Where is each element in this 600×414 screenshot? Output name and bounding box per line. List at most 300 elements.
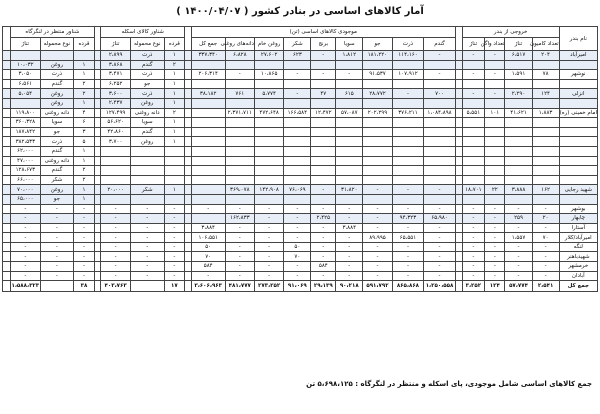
stock-cell: -	[363, 252, 392, 262]
spacer-cell	[184, 51, 191, 61]
exit-cell	[462, 175, 485, 185]
anchor-cell: -	[74, 252, 94, 262]
stock-cell: -	[336, 233, 363, 243]
unload-cell: -	[130, 242, 164, 252]
spacer-cell	[184, 185, 191, 195]
unload-cell: ذرت	[130, 89, 164, 99]
total-label-cell: جمع کل	[559, 281, 597, 292]
exit-cell: -	[532, 242, 559, 252]
port-name-cell	[559, 146, 597, 156]
unload-cell	[101, 146, 130, 156]
exit-cell	[532, 118, 559, 128]
unload-cell: روغن	[130, 98, 164, 108]
exit-cell	[505, 137, 532, 147]
exit-cell: ۱۶۲	[532, 185, 559, 195]
table-row	[3, 98, 598, 108]
exit-cell: -	[532, 271, 559, 281]
exit-cell: -	[532, 204, 559, 214]
anchor-cell: ۵	[74, 137, 94, 147]
stock-cell: -	[363, 185, 392, 195]
spacer-cell	[455, 166, 462, 176]
anchor-cell: ۶	[74, 118, 94, 128]
stock-cell	[191, 166, 225, 176]
exit-cell	[462, 146, 485, 156]
port-name-cell: چابهار	[559, 214, 597, 224]
unload-cell: ذرت	[130, 51, 164, 61]
stock-cell: -	[424, 185, 456, 195]
total-exit-cell: ۲،۵۴۱	[532, 281, 559, 292]
table-row	[3, 204, 598, 214]
anchor-cell: -	[74, 204, 94, 214]
stock-cell: ۷۰۰	[424, 89, 456, 99]
anchor-cell: ۱	[74, 60, 94, 70]
stock-cell	[191, 98, 225, 108]
anchor-cell: -	[40, 252, 74, 262]
stock-cell: ۳۳۷،۳۴۰	[191, 51, 225, 61]
anchor-cell: -	[40, 262, 74, 272]
spacer-cell	[94, 70, 101, 80]
spacer-cell	[455, 70, 462, 80]
unload-cell: -	[130, 262, 164, 272]
stock-cell: -	[363, 271, 392, 281]
stock-cell: -	[424, 223, 456, 233]
unload-cell: ۳،۶۰۰	[101, 89, 130, 99]
spacer-cell	[94, 156, 101, 166]
table-row	[3, 262, 598, 272]
unload-cell: روغن	[130, 137, 164, 147]
unload-cell: ۱	[164, 89, 184, 99]
total-unload-cell: ۱۷	[164, 281, 184, 292]
stock-cell: -	[254, 214, 283, 224]
exit-cell: -	[462, 223, 485, 233]
stock-cell: -	[424, 51, 456, 61]
stock-cell: -	[284, 214, 311, 224]
spacer-cell	[184, 233, 191, 243]
exit-cell	[532, 79, 559, 89]
stock-cell: ۲۰۲،۲۹۹	[363, 108, 392, 118]
exit-cell	[505, 79, 532, 89]
total-row	[3, 281, 598, 292]
stock-cell: -	[311, 271, 336, 281]
stock-cell	[254, 166, 283, 176]
stock-cell: ۳۱،۸۲۰	[336, 185, 363, 195]
anchor-cell: ۱	[74, 146, 94, 156]
stock-cell	[191, 185, 225, 195]
spacer-cell	[3, 156, 11, 166]
stock-cell	[363, 146, 392, 156]
spacer-cell	[94, 60, 101, 70]
stock-cell: ۱۰،۸۶۵	[254, 70, 283, 80]
anchor-cell: روغن	[40, 89, 74, 99]
stock-cell: ۶۱۵	[336, 89, 363, 99]
exit-cell: -	[505, 262, 532, 272]
stock-cell	[363, 166, 392, 176]
spacer-cell	[455, 27, 462, 51]
stock-cell	[392, 194, 424, 204]
spacer-cell	[455, 204, 462, 214]
spacer-cell	[455, 271, 462, 281]
stock-cell: ۲۷،۶۰۲	[254, 51, 283, 61]
exit-cell: -	[462, 242, 485, 252]
spacer-cell	[3, 204, 11, 214]
anchor-cell: -	[11, 242, 40, 252]
unload-cell: ۱	[164, 79, 184, 89]
exit-cell	[485, 166, 505, 176]
stock-cell: -	[392, 185, 424, 195]
stock-cell	[254, 137, 283, 147]
stock-cell: -	[311, 70, 336, 80]
exit-cell: -	[485, 214, 505, 224]
spacer-cell	[455, 242, 462, 252]
table-row	[3, 166, 598, 176]
stock-cell: ۱۸۱،۲۲۰	[363, 51, 392, 61]
exit-col-header: تعداد واگن	[485, 38, 505, 51]
exit-cell: -	[462, 252, 485, 262]
spacer-cell	[455, 108, 462, 118]
stock-cell	[424, 98, 456, 108]
stock-cell	[424, 79, 456, 89]
stock-cell	[363, 127, 392, 137]
stock-cell: -	[225, 252, 254, 262]
unload-cell	[164, 146, 184, 156]
stock-cell	[284, 60, 311, 70]
spacer-cell	[184, 204, 191, 214]
table-body	[3, 51, 598, 281]
exit-cell: ۳،۸۸۸	[505, 185, 532, 195]
table-row	[3, 79, 598, 89]
exit-group-header: خروجی از بندر	[462, 27, 559, 38]
stock-cell: -	[336, 252, 363, 262]
anchor-col-header: قرده	[74, 38, 94, 51]
anchor-cell: ۱	[74, 70, 94, 80]
exit-cell: -	[532, 252, 559, 262]
unload-cell: -	[101, 271, 130, 281]
stock-col-header: گندم	[424, 38, 456, 51]
exit-cell	[505, 127, 532, 137]
anchor-cell: -	[11, 223, 40, 233]
stock-cell	[284, 166, 311, 176]
anchor-cell: -	[11, 214, 40, 224]
total-anchor-cell: ۱،۵۸۸،۳۲۳	[11, 281, 40, 292]
unload-cell: جو	[130, 79, 164, 89]
port-name-cell: خرمشهر	[559, 262, 597, 272]
port-name-cell	[559, 137, 597, 147]
anchor-cell: -	[74, 223, 94, 233]
total-stock-cell: ۱،۲۵۰،۵۵۸	[424, 281, 456, 292]
stock-cell: -	[191, 204, 225, 214]
exit-cell: -	[462, 204, 485, 214]
exit-cell: ۱۲۴	[532, 89, 559, 99]
stock-cell: -	[424, 70, 456, 80]
spacer-cell	[94, 146, 101, 156]
anchor-cell: ذرت	[40, 137, 74, 147]
unload-cell: ۲	[164, 60, 184, 70]
stock-cell	[254, 194, 283, 204]
total-stock-cell: ۳،۶۰۶،۹۶۳	[191, 281, 225, 292]
stock-cell	[225, 137, 254, 147]
anchor-cell: -	[74, 214, 94, 224]
spacer-cell	[3, 194, 11, 204]
exit-cell	[505, 194, 532, 204]
spacer-cell	[184, 127, 191, 137]
spacer-cell	[3, 70, 11, 80]
table-row	[3, 51, 598, 61]
unload-cell: -	[101, 214, 130, 224]
exit-cell: ۱،۵۹۱	[505, 70, 532, 80]
stock-cell: -	[225, 233, 254, 243]
spacer-cell	[184, 262, 191, 272]
spacer-cell	[455, 156, 462, 166]
unload-cell: سویا	[130, 118, 164, 128]
stock-cell	[225, 156, 254, 166]
exit-cell	[485, 60, 505, 70]
stock-cell	[392, 79, 424, 89]
unload-cell: -	[130, 252, 164, 262]
spacer-cell	[94, 79, 101, 89]
port-name-cell: آبادان	[559, 271, 597, 281]
unload-cell	[164, 175, 184, 185]
port-name-cell	[559, 118, 597, 128]
anchor-cell: -	[74, 262, 94, 272]
unload-cell: -	[101, 262, 130, 272]
unload-cell: ۴۲،۸۶۰	[101, 127, 130, 137]
stock-cell	[191, 137, 225, 147]
anchor-cell: ذرت	[40, 70, 74, 80]
stock-cell	[363, 118, 392, 128]
exit-cell	[505, 175, 532, 185]
unload-cell	[101, 175, 130, 185]
anchor-cell: -	[40, 223, 74, 233]
unload-cell: -	[101, 204, 130, 214]
exit-cell: ۵،۵۵۱	[462, 108, 485, 118]
stock-cell: -	[311, 252, 336, 262]
stock-cell: -	[363, 214, 392, 224]
stock-col-header: ذرت	[392, 38, 424, 51]
spacer-cell	[94, 89, 101, 99]
exit-cell	[462, 137, 485, 147]
exit-cell	[462, 98, 485, 108]
unload-group-header: شناور کالای اسکله	[101, 27, 185, 38]
anchor-cell: ۱۸۷،۸۴۲	[11, 127, 40, 137]
unload-cell: -	[164, 204, 184, 214]
exit-cell	[532, 137, 559, 147]
spacer-cell	[94, 108, 101, 118]
stock-cell	[225, 127, 254, 137]
port-name-cell	[559, 98, 597, 108]
stock-cell: -	[363, 204, 392, 214]
unload-col-header: نوع محموله	[130, 38, 164, 51]
spacer-cell	[3, 223, 11, 233]
spacer-cell	[184, 118, 191, 128]
stock-cell	[225, 79, 254, 89]
unload-cell	[101, 156, 130, 166]
stock-cell: ۸۹،۹۹۵	[363, 233, 392, 243]
spacer-cell	[455, 194, 462, 204]
stock-cell: ۵،۷۷۴	[254, 89, 283, 99]
stock-cell	[284, 137, 311, 147]
unload-cell: -	[101, 233, 130, 243]
port-name-cell	[559, 127, 597, 137]
stock-cell	[284, 79, 311, 89]
exit-cell	[532, 146, 559, 156]
stock-cell: -	[284, 271, 311, 281]
total-exit-cell: ۱۲۴	[485, 281, 505, 292]
spacer-cell	[94, 175, 101, 185]
sub-header-row	[3, 38, 598, 51]
anchor-cell: روغن	[40, 98, 74, 108]
exit-cell: ۴۱،۶۲۱	[505, 108, 532, 118]
exit-cell: -	[485, 233, 505, 243]
exit-cell: -	[532, 262, 559, 272]
exit-cell: -	[485, 223, 505, 233]
unload-cell: -	[101, 223, 130, 233]
stock-cell	[191, 146, 225, 156]
exit-cell	[485, 137, 505, 147]
port-name-cell	[559, 79, 597, 89]
table-row	[3, 214, 598, 224]
stock-cell: ۶۲۳	[284, 51, 311, 61]
unload-cell: ۱	[164, 98, 184, 108]
exit-cell	[505, 146, 532, 156]
anchor-cell: دانه روغنی	[40, 108, 74, 118]
exit-cell: ۷۰	[532, 233, 559, 243]
spacer-cell	[3, 118, 11, 128]
stock-cell	[392, 137, 424, 147]
spacer-cell	[94, 185, 101, 195]
exit-cell	[532, 194, 559, 204]
anchor-cell: شکر	[40, 175, 74, 185]
stock-cell	[254, 146, 283, 156]
stock-cell: -	[254, 262, 283, 272]
spacer-cell	[94, 166, 101, 176]
anchor-cell: جو	[40, 194, 74, 204]
unload-cell	[130, 175, 164, 185]
stock-cell: -	[392, 262, 424, 272]
stock-cell	[284, 194, 311, 204]
anchor-cell: گندم	[40, 166, 74, 176]
exit-cell: -	[485, 204, 505, 214]
unload-col-header: قرده	[164, 38, 184, 51]
port-name-cell: شهید‌باهنر	[559, 252, 597, 262]
port-name-cell	[559, 194, 597, 204]
unload-cell: -	[130, 204, 164, 214]
stock-cell: -	[225, 70, 254, 80]
anchor-cell: -	[74, 242, 94, 252]
stock-cell: -	[424, 204, 456, 214]
table-row	[3, 194, 598, 204]
stock-cell: ۱۱۴،۱۶۰	[392, 51, 424, 61]
stock-cell: -	[311, 185, 336, 195]
unload-cell: ۱	[164, 185, 184, 195]
port-name-cell: امیرآباد/کلار	[559, 233, 597, 243]
stock-cell	[392, 60, 424, 70]
unload-cell: ۶،۲۵۲	[101, 79, 130, 89]
stock-cell	[336, 118, 363, 128]
stock-cell	[191, 214, 225, 224]
stock-cell: ۲۰۶،۳۱۴	[191, 70, 225, 80]
exit-cell: -	[485, 89, 505, 99]
stock-cell: ۷۶،۰۶۹	[284, 185, 311, 195]
spacer-cell	[455, 185, 462, 195]
stock-cell	[336, 98, 363, 108]
spacer-cell	[184, 146, 191, 156]
anchor-cell: ۱	[74, 194, 94, 204]
port-name-cell: انزلی	[559, 89, 597, 99]
stock-cell: -	[254, 204, 283, 214]
stock-group-header: موجودی کالاهای اساسی (تن)	[191, 27, 455, 38]
stock-cell	[363, 156, 392, 166]
anchor-cell: ۷۰،۰۰۰	[11, 185, 40, 195]
exit-cell: -	[462, 262, 485, 272]
spacer-cell	[184, 223, 191, 233]
stock-cell	[392, 127, 424, 137]
stock-cell: ۲،۴۲۵	[311, 214, 336, 224]
stock-cell: -	[311, 204, 336, 214]
spacer-cell	[184, 60, 191, 70]
exit-cell: -	[462, 214, 485, 224]
exit-cell	[485, 79, 505, 89]
stock-cell: -	[392, 252, 424, 262]
total-stock-cell: ۵۹۱،۷۹۲	[363, 281, 392, 292]
stock-cell: -	[225, 271, 254, 281]
stock-cell: -	[284, 70, 311, 80]
stock-cell: -	[336, 204, 363, 214]
spacer-cell	[3, 146, 11, 156]
exit-cell: -	[485, 252, 505, 262]
anchor-cell: ۵،۰۵۴	[11, 89, 40, 99]
stock-cell	[392, 98, 424, 108]
exit-cell	[485, 98, 505, 108]
table-row	[3, 242, 598, 252]
spacer-cell	[184, 271, 191, 281]
unload-cell: ۲۰،۰۰۰	[101, 185, 130, 195]
spacer-cell	[94, 252, 101, 262]
spacer-cell	[455, 137, 462, 147]
exit-cell: ۱،۵۵۷	[505, 233, 532, 243]
stock-cell: -	[424, 262, 456, 272]
stock-cell	[191, 60, 225, 70]
stock-cell: ۹۱،۵۳۷	[363, 70, 392, 80]
stock-cell: -	[392, 271, 424, 281]
spacer-cell	[3, 214, 11, 224]
stock-cell: -	[424, 271, 456, 281]
stock-cell: ۱۶۲،۸۳۳	[225, 214, 254, 224]
table-row	[3, 118, 598, 128]
exit-cell: -	[462, 51, 485, 61]
port-name-cell: لنگه	[559, 242, 597, 252]
anchor-col-header: نوع محموله	[40, 38, 74, 51]
anchor-cell: جو	[40, 127, 74, 137]
unload-cell: -	[130, 214, 164, 224]
total-stock-cell: ۲۹،۱۳۹	[311, 281, 336, 292]
stock-col-header: سویا	[336, 38, 363, 51]
spacer-cell	[455, 60, 462, 70]
unload-cell	[164, 156, 184, 166]
spacer-cell	[94, 98, 101, 108]
stock-cell: -	[225, 204, 254, 214]
stock-cell	[254, 156, 283, 166]
table-row	[3, 108, 598, 118]
anchor-cell: ۲	[74, 175, 94, 185]
stock-cell	[284, 98, 311, 108]
exit-cell: -	[462, 233, 485, 243]
port-name-cell: آستارا	[559, 223, 597, 233]
stock-cell: -	[311, 242, 336, 252]
stock-cell	[225, 98, 254, 108]
stock-cell: -	[363, 262, 392, 272]
stock-cell	[191, 175, 225, 185]
unload-cell	[101, 166, 130, 176]
